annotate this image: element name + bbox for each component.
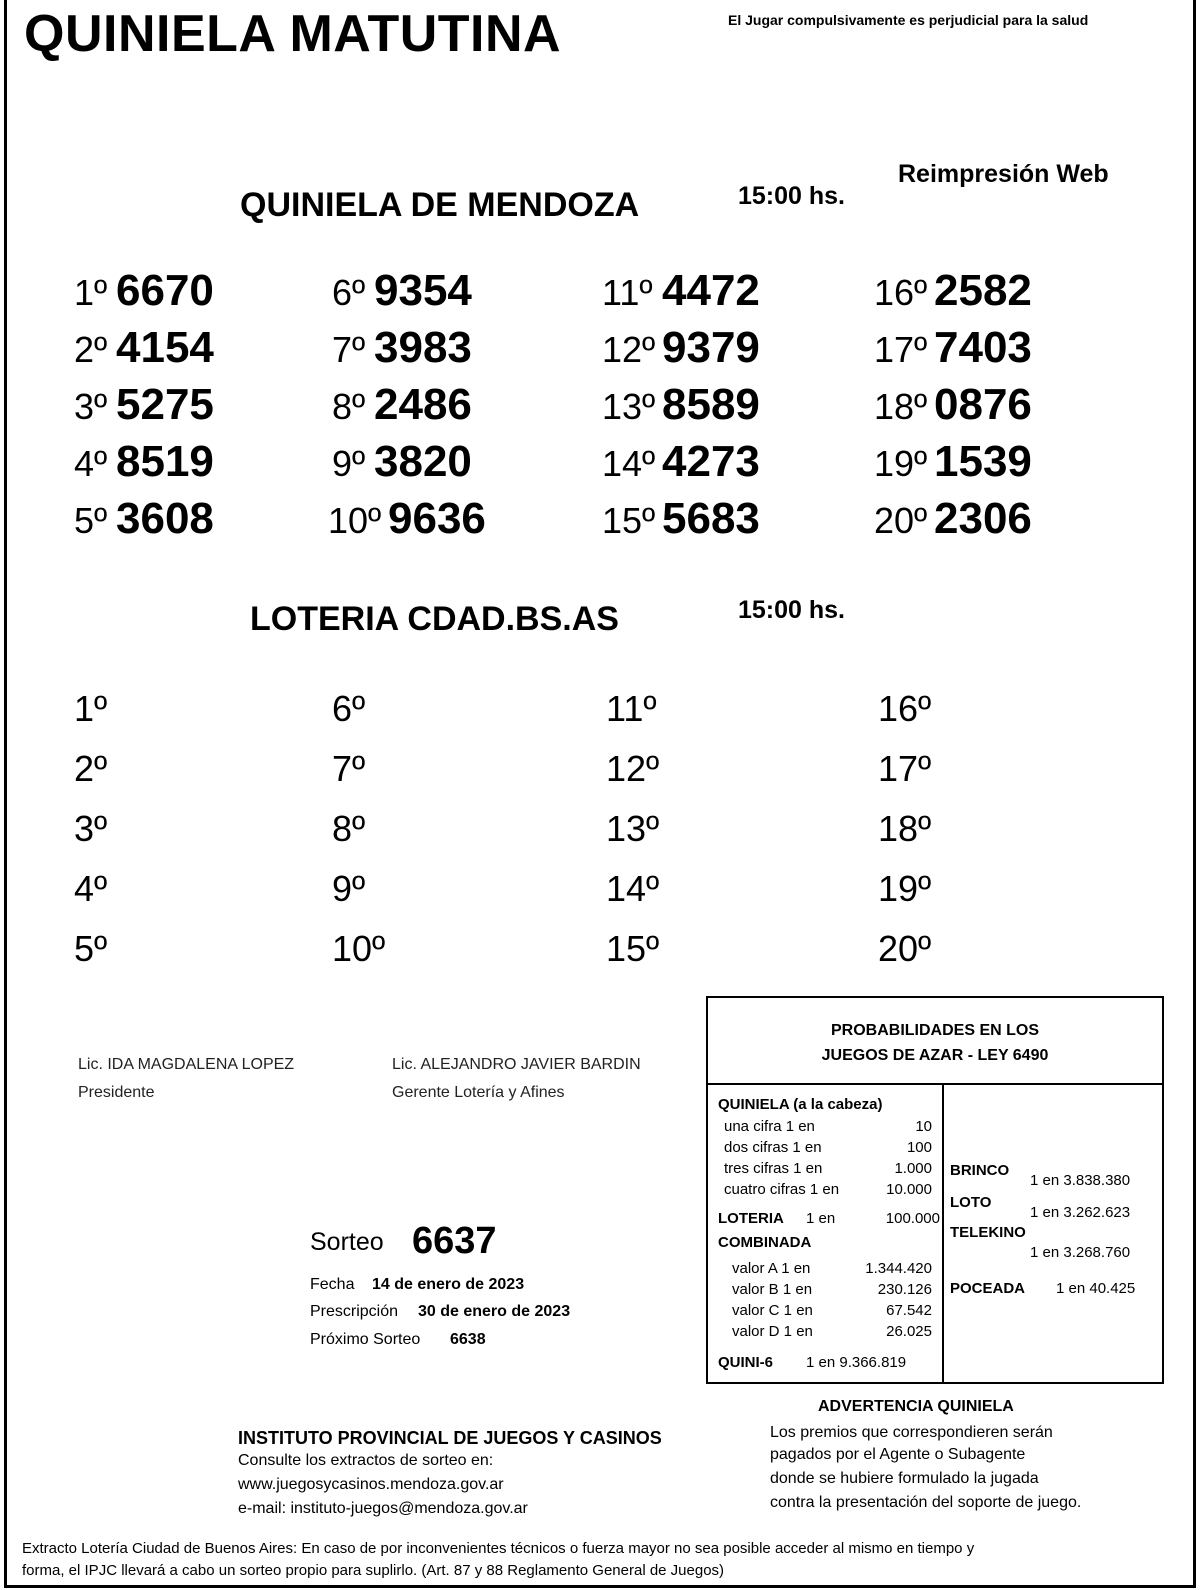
loteria-result-position: 4º bbox=[74, 868, 108, 909]
loteria-result-position: 6º bbox=[332, 688, 366, 729]
mendoza-result-position: 17º bbox=[874, 329, 928, 370]
combinada-prob-row-label: valor C 1 en bbox=[732, 1302, 813, 1319]
quiniela-prob-row-value: 1.000 bbox=[894, 1160, 932, 1177]
mendoza-result-position: 15º bbox=[602, 500, 656, 541]
mendoza-result-position: 9º bbox=[332, 443, 366, 484]
quiniela-prob-row-value: 10 bbox=[915, 1118, 932, 1135]
loteria-prob-mid: 1 en bbox=[806, 1210, 836, 1227]
poceada-prob-value: 1 en 40.425 bbox=[1056, 1280, 1136, 1297]
fecha-label: Fecha bbox=[310, 1276, 355, 1293]
footer-line-1: Extracto Lotería Ciudad de Buenos Aires: En caso de por inconvenientes técnicos o fuerza mayor no sea posible acceder al mismo en tiempo y bbox=[22, 1540, 975, 1557]
loto-prob-value: 1 en 3.262.623 bbox=[1030, 1204, 1131, 1221]
advertencia-line-3: donde se hubiere formulado la jugada bbox=[770, 1470, 1039, 1487]
loteria-result-position: 3º bbox=[74, 808, 108, 849]
advertencia-line-2: pagados por el Agente o Subagente bbox=[770, 1446, 1026, 1463]
page-title: QUINIELA MATUTINA bbox=[24, 5, 562, 63]
mendoza-result-position: 2º bbox=[74, 329, 108, 370]
signature-right-name: Lic. ALEJANDRO JAVIER BARDIN bbox=[392, 1056, 641, 1073]
probabilities-title-line2: JUEGOS DE AZAR - LEY 6490 bbox=[821, 1047, 1049, 1064]
loteria-result-position: 11º bbox=[606, 688, 657, 729]
mendoza-result-number: 1539 bbox=[934, 437, 1032, 486]
mendoza-result-number: 2486 bbox=[374, 380, 472, 429]
advertencia-title: ADVERTENCIA QUINIELA bbox=[818, 1398, 1014, 1415]
mendoza-result-number: 5275 bbox=[116, 380, 214, 429]
combinada-prob-row-label: valor D 1 en bbox=[732, 1323, 813, 1340]
loteria-result-position: 9º bbox=[332, 868, 366, 909]
combinada-prob-row-label: valor B 1 en bbox=[732, 1281, 813, 1298]
loteria-result-position: 20º bbox=[878, 928, 932, 969]
loteria-result-position: 7º bbox=[332, 748, 366, 789]
mendoza-result-number: 3820 bbox=[374, 437, 472, 486]
mendoza-result-position: 16º bbox=[874, 272, 928, 313]
combinada-prob-row-value: 1.344.420 bbox=[865, 1260, 932, 1277]
reprint-label: Reimpresión Web bbox=[898, 160, 1109, 188]
quini6-prob-value: 1 en 9.366.819 bbox=[806, 1354, 907, 1371]
advertencia-line-1: Los premios que correspondieren serán bbox=[770, 1424, 1053, 1441]
prescripcion-value: 30 de enero de 2023 bbox=[418, 1303, 571, 1320]
instituto-email[interactable]: e-mail: instituto-juegos@mendoza.gov.ar bbox=[238, 1500, 528, 1517]
quiniela-prob-row-value: 10.000 bbox=[886, 1181, 932, 1198]
loteria-result-position: 15º bbox=[606, 928, 660, 969]
mendoza-result-position: 10º bbox=[328, 500, 382, 541]
probabilities-box bbox=[706, 996, 1164, 1384]
instituto-website[interactable]: www.juegosycasinos.mendoza.gov.ar bbox=[238, 1476, 504, 1493]
mendoza-result-number: 4154 bbox=[116, 323, 214, 372]
quiniela-prob-row-label: dos cifras 1 en bbox=[724, 1139, 822, 1156]
combinada-prob-row-value: 67.542 bbox=[886, 1302, 932, 1319]
poceada-prob-label: POCEADA bbox=[950, 1280, 1026, 1297]
loteria-result-position: 13º bbox=[606, 808, 660, 849]
mendoza-result-position: 18º bbox=[874, 386, 928, 427]
instituto-name: INSTITUTO PROVINCIAL DE JUEGOS Y CASINOS bbox=[238, 1428, 662, 1448]
footer-line-2: forma, el IPJC llevará a cabo un sorteo propio para suplirlo. (Art. 87 y 88 Reglamento General de Juegos) bbox=[22, 1562, 725, 1579]
loteria-result-position: 12º bbox=[606, 748, 660, 789]
signature-left-role: Presidente bbox=[78, 1084, 155, 1101]
mendoza-result-number: 8589 bbox=[662, 380, 760, 429]
mendoza-result-number: 2582 bbox=[934, 266, 1032, 315]
mendoza-result-number: 9379 bbox=[662, 323, 760, 372]
sorteo-number: 6637 bbox=[412, 1220, 497, 1262]
proximo-sorteo-label: Próximo Sorteo bbox=[310, 1331, 421, 1348]
signature-right-role: Gerente Lotería y Afines bbox=[392, 1084, 565, 1101]
mendoza-result-number: 3608 bbox=[116, 494, 214, 543]
loteria-result-position: 2º bbox=[74, 748, 108, 789]
fecha-value: 14 de enero de 2023 bbox=[372, 1276, 525, 1293]
telekino-prob-value: 1 en 3.268.760 bbox=[1030, 1244, 1131, 1261]
brinco-prob-label: BRINCO bbox=[950, 1162, 1010, 1179]
mendoza-result-position: 1º bbox=[74, 272, 108, 313]
combinada-prob-row-value: 26.025 bbox=[886, 1323, 932, 1340]
brinco-prob-value: 1 en 3.838.380 bbox=[1030, 1172, 1131, 1189]
loteria-result-position: 17º bbox=[878, 748, 932, 789]
loteria-result-position: 5º bbox=[74, 928, 108, 969]
mendoza-section-title: QUINIELA DE MENDOZA bbox=[240, 186, 640, 224]
proximo-sorteo-value: 6638 bbox=[450, 1331, 486, 1348]
mendoza-result-number: 3983 bbox=[374, 323, 472, 372]
loteria-prob-value: 100.000 bbox=[885, 1210, 940, 1227]
quini6-prob-label: QUINI-6 bbox=[718, 1354, 774, 1371]
loteria-draw-time: 15:00 hs. bbox=[738, 596, 846, 624]
mendoza-result-position: 8º bbox=[332, 386, 366, 427]
mendoza-result-number: 9636 bbox=[388, 494, 486, 543]
loteria-result-position: 8º bbox=[332, 808, 366, 849]
mendoza-result-number: 4273 bbox=[662, 437, 760, 486]
loteria-section-title: LOTERIA CDAD.BS.AS bbox=[250, 600, 619, 638]
mendoza-draw-time: 15:00 hs. bbox=[738, 182, 846, 210]
mendoza-result-number: 7403 bbox=[934, 323, 1032, 372]
mendoza-result-position: 6º bbox=[332, 272, 366, 313]
sorteo-label: Sorteo bbox=[310, 1228, 384, 1256]
quiniela-prob-row-value: 100 bbox=[906, 1139, 932, 1156]
loteria-result-position: 18º bbox=[878, 808, 932, 849]
mendoza-result-number: 2306 bbox=[934, 494, 1032, 543]
mendoza-result-position: 19º bbox=[874, 443, 928, 484]
probabilities-title-line1: PROBABILIDADES EN LOS bbox=[830, 1022, 1039, 1039]
telekino-prob-label: TELEKINO bbox=[950, 1224, 1026, 1241]
mendoza-result-position: 11º bbox=[602, 272, 653, 313]
mendoza-result-number: 6670 bbox=[116, 266, 214, 315]
mendoza-result-position: 14º bbox=[602, 443, 656, 484]
instituto-line-1: Consulte los extractos de sorteo en: bbox=[238, 1452, 494, 1469]
prescripcion-label: Prescripción bbox=[310, 1303, 399, 1320]
mendoza-result-position: 5º bbox=[74, 500, 108, 541]
loteria-result-position: 1º bbox=[74, 688, 108, 729]
loteria-prob-label: LOTERIA bbox=[718, 1210, 784, 1227]
mendoza-result-number: 0876 bbox=[934, 380, 1032, 429]
mendoza-result-position: 4º bbox=[74, 443, 108, 484]
loteria-result-position: 10º bbox=[332, 928, 386, 969]
quiniela-prob-head: QUINIELA (a la cabeza) bbox=[718, 1096, 883, 1113]
health-warning: El Jugar compulsivamente es perjudicial para la salud bbox=[728, 12, 1089, 28]
quiniela-prob-row-label: una cifra 1 en bbox=[724, 1118, 815, 1135]
mendoza-result-number: 9354 bbox=[374, 266, 472, 315]
combinada-prob-row-value: 230.126 bbox=[877, 1281, 932, 1298]
quiniela-prob-row-label: cuatro cifras 1 en bbox=[724, 1181, 840, 1198]
loteria-result-position: 19º bbox=[878, 868, 932, 909]
loteria-result-position: 14º bbox=[606, 868, 660, 909]
mendoza-result-position: 12º bbox=[602, 329, 656, 370]
probabilities-header bbox=[708, 998, 1162, 1085]
mendoza-result-position: 3º bbox=[74, 386, 108, 427]
loto-prob-label: LOTO bbox=[950, 1194, 992, 1211]
mendoza-result-position: 7º bbox=[332, 329, 366, 370]
combinada-prob-head: COMBINADA bbox=[718, 1234, 812, 1251]
combinada-prob-row-label: valor A 1 en bbox=[732, 1260, 811, 1277]
signature-left-name: Lic. IDA MAGDALENA LOPEZ bbox=[78, 1056, 295, 1073]
probabilities-divider bbox=[942, 1085, 944, 1382]
advertencia-line-4: contra la presentación del soporte de juego. bbox=[770, 1494, 1082, 1511]
mendoza-result-position: 13º bbox=[602, 386, 656, 427]
mendoza-result-number: 5683 bbox=[662, 494, 760, 543]
quiniela-prob-row-label: tres cifras 1 en bbox=[724, 1160, 823, 1177]
mendoza-result-position: 20º bbox=[874, 500, 928, 541]
mendoza-result-number: 8519 bbox=[116, 437, 214, 486]
mendoza-result-number: 4472 bbox=[662, 266, 760, 315]
loteria-result-position: 16º bbox=[878, 688, 932, 729]
